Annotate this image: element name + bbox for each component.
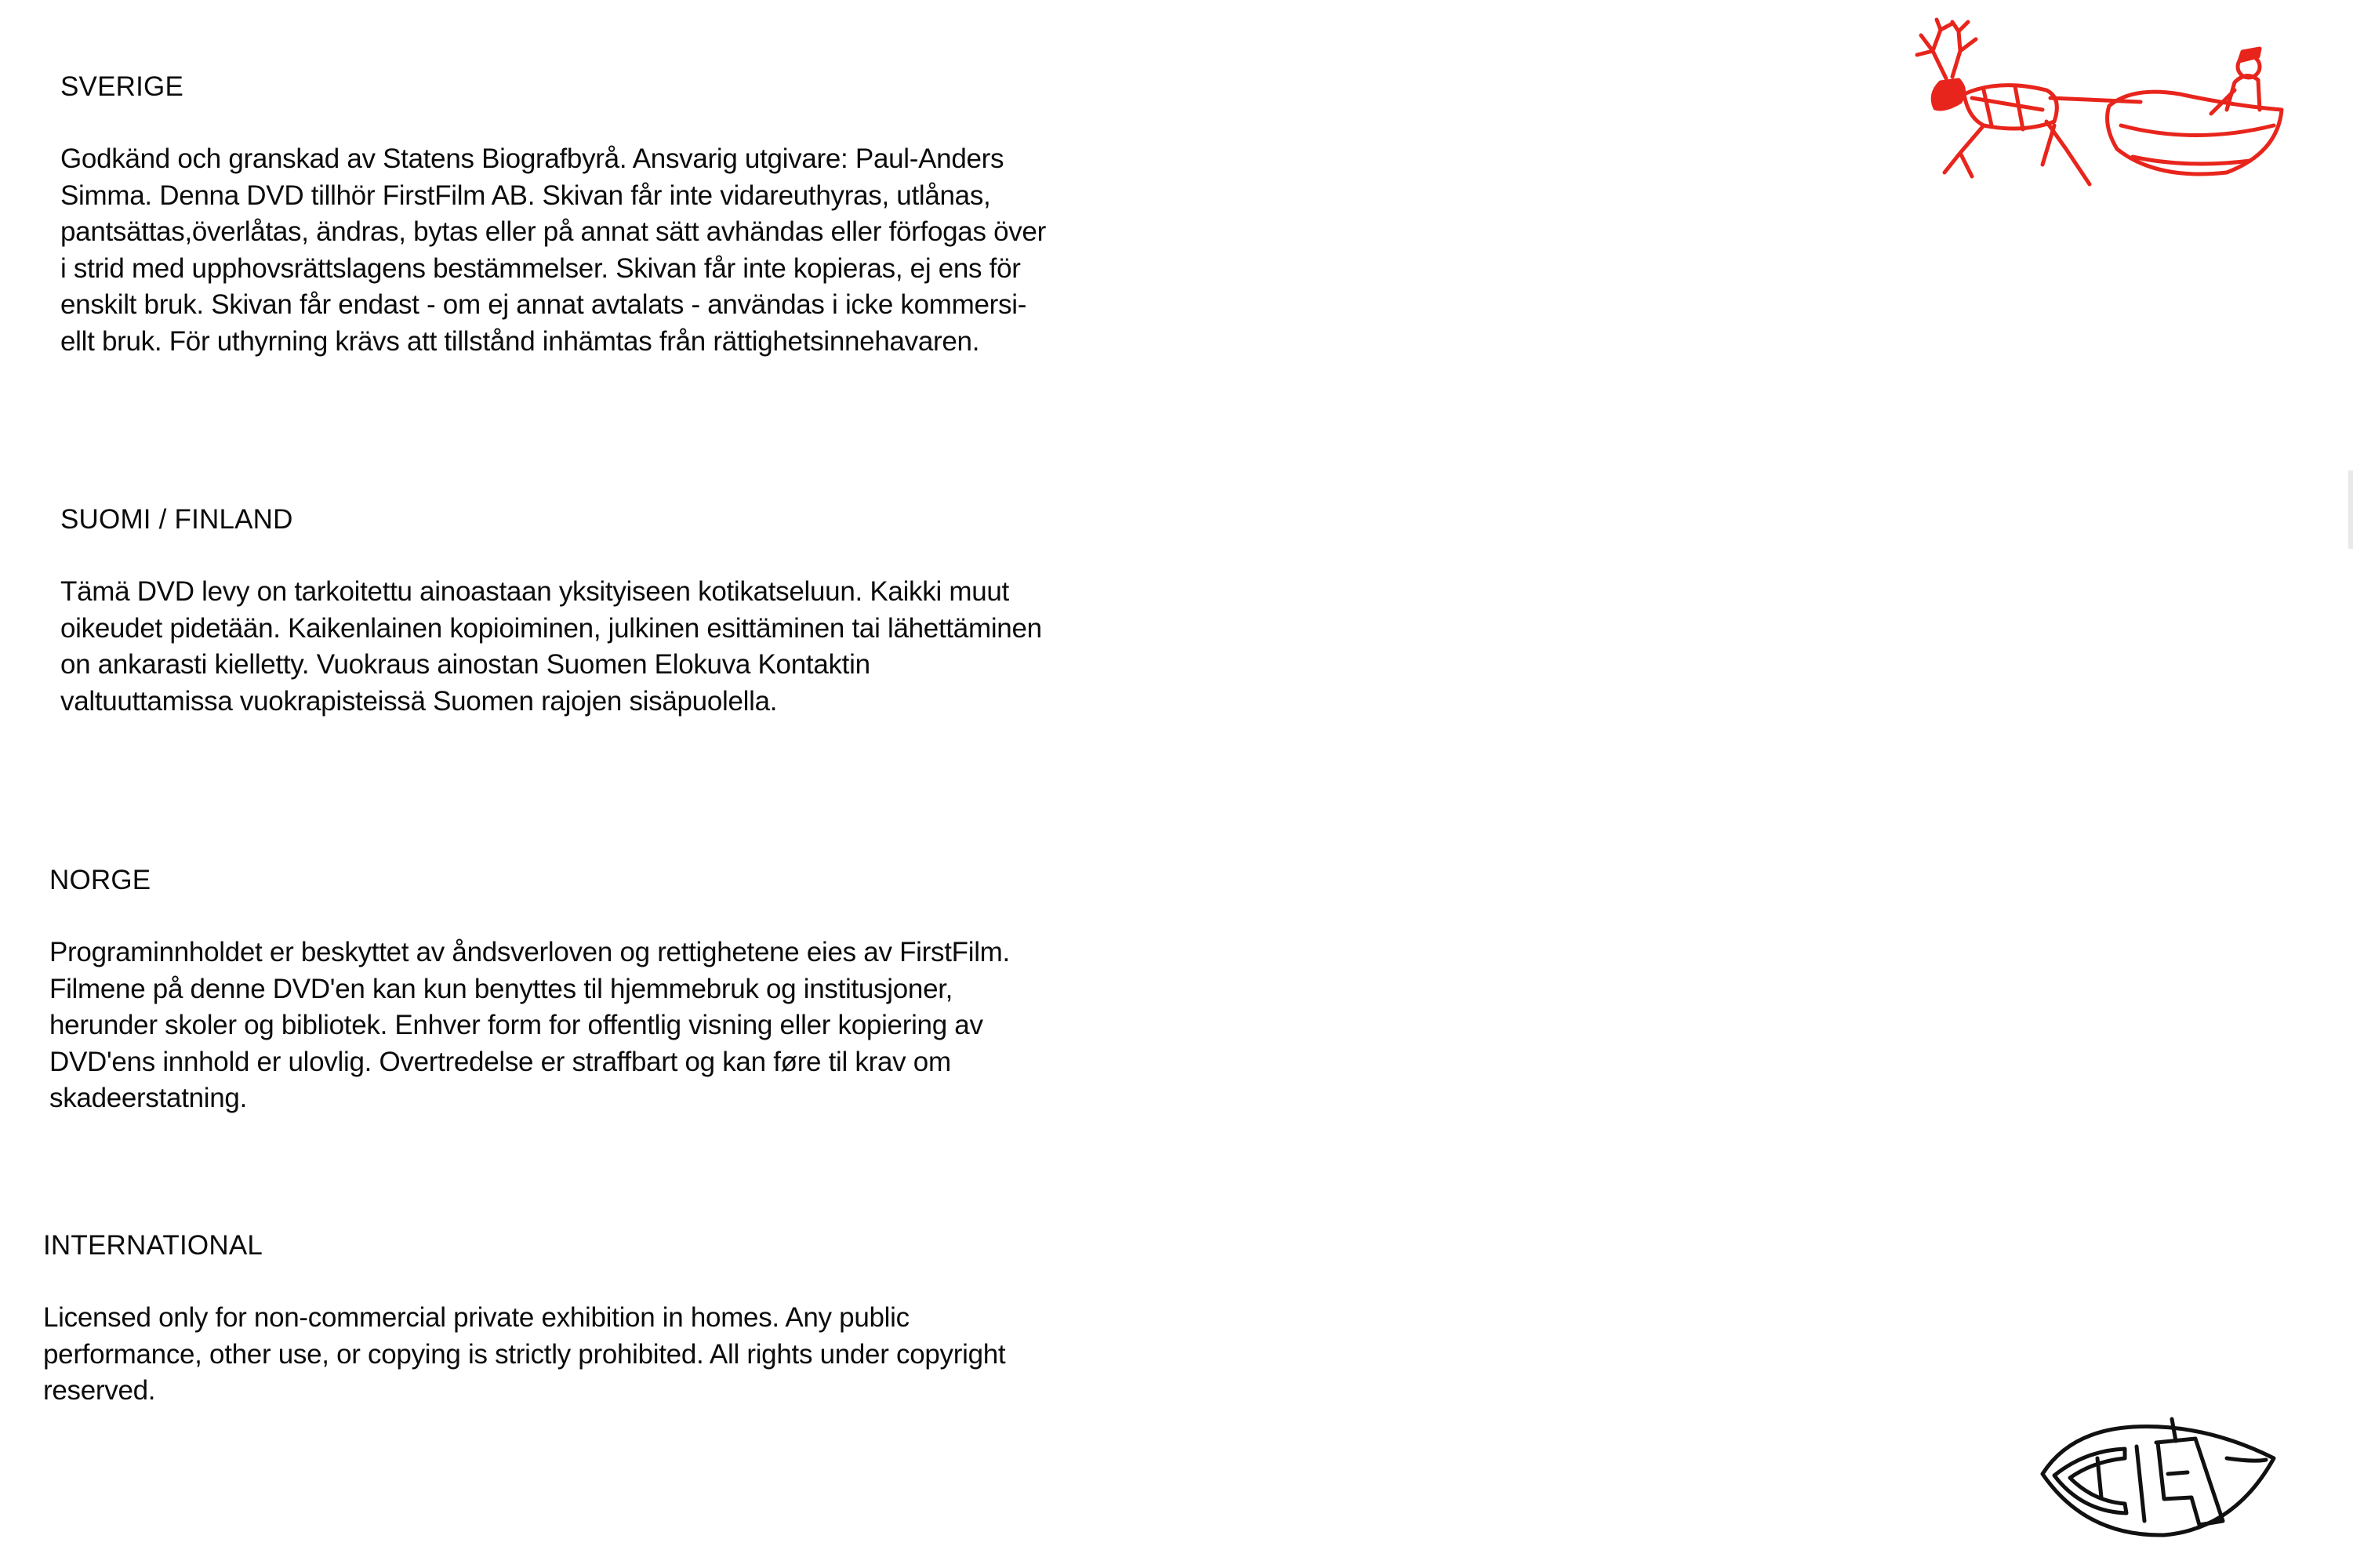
body-line: on ankarasti kielletty. Vuokraus ainostan Suomen Elokuva Kontaktin <box>60 649 870 680</box>
section-heading: SUOMI / FINLAND <box>60 504 293 535</box>
section-body <box>49 935 1100 1117</box>
section-body <box>60 574 1111 720</box>
body-line: oikeudet pidetään. Kaikenlainen kopioiminen, julkinen esittäminen tai lähettäminen <box>60 612 1042 644</box>
body-line: herunder skoler og bibliotek. Enhver form for offentlig visning eller kopiering av <box>49 1010 983 1040</box>
body-line: pantsättas,överlåtas, ändras, bytas eller på annat sätt avhändas eller förfogas över <box>60 216 1046 247</box>
section-body <box>60 141 1111 360</box>
body-line: Programinnholdet er beskyttet av åndsverloven og rettighetene eies av FirstFilm. <box>49 937 1010 967</box>
section-heading: NORGE <box>49 865 151 895</box>
body-line: Tämä DVD levy on tarkoitettu ainoastaan yksityiseen kotikatseluun. Kaikki muut <box>60 576 1009 607</box>
body-line: Godkänd och granskad av Statens Biografbyrå. Ansvarig utgivare: Paul-Anders <box>60 143 1004 174</box>
edge-mark <box>2348 470 2353 549</box>
section-heading: SVERIGE <box>60 71 184 102</box>
body-line: performance, other use, or copying is strictly prohibited. All rights under copyright <box>43 1338 1006 1370</box>
body-line: reserved. <box>43 1375 156 1406</box>
section-sverige <box>60 69 1111 360</box>
emblem-logo-icon <box>2039 1411 2278 1541</box>
section-finland <box>60 502 1111 720</box>
body-line: DVD'ens innhold er ulovlig. Overtredelse er straffbart og kan føre til krav om <box>49 1046 951 1077</box>
body-line: valtuuttamissa vuokrapisteissä Suomen rajojen sisäpuolella. <box>60 685 778 717</box>
section-heading: INTERNATIONAL <box>43 1230 263 1261</box>
body-line: skadeerstatning. <box>49 1083 248 1113</box>
section-international <box>43 1228 1094 1410</box>
body-line: Filmene på denne DVD'en kan kun benyttes til hjemmebruk og institusjoner, <box>49 973 953 1004</box>
section-body <box>43 1300 1094 1410</box>
body-line: ellt bruk. För uthyrning krävs att tillstånd inhämtas från rättighetsinnehavaren. <box>60 325 980 357</box>
body-line: Simma. Denna DVD tillhör FirstFilm AB. Skivan får inte vidareuthyras, utlånas, <box>60 180 991 211</box>
body-line: enskilt bruk. Skivan får endast - om ej annat avtalats - användas i icke kommersi- <box>60 289 1027 320</box>
reindeer-sled-icon <box>1897 16 2289 196</box>
body-line: i strid med upphovsrättslagens bestämmelser. Skivan får inte kopieras, ej ens för <box>60 252 1021 284</box>
body-line: Licensed only for non-commercial private exhibition in homes. Any public <box>43 1302 910 1333</box>
section-norge <box>49 862 1100 1117</box>
